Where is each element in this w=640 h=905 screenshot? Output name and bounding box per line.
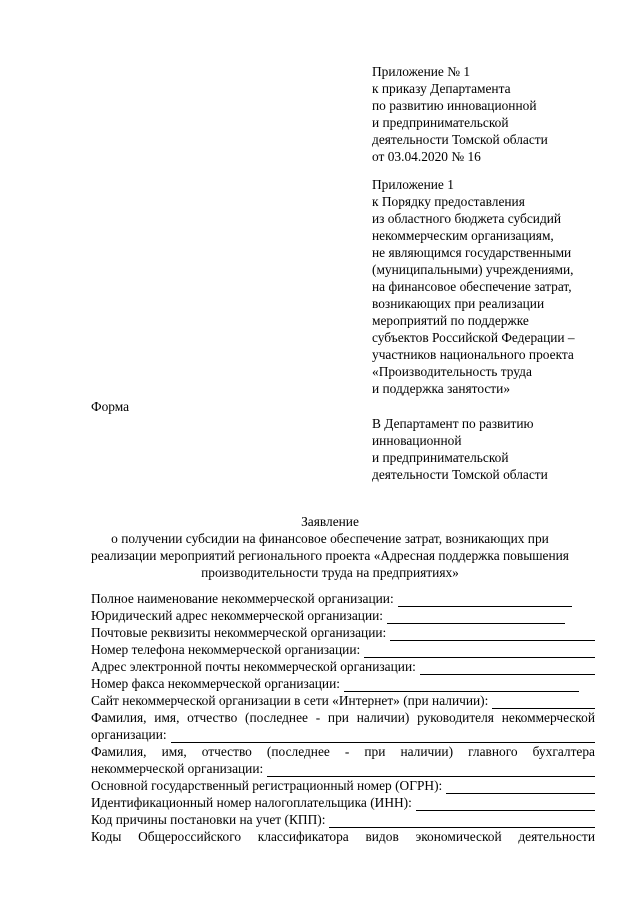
appendix-2-line: (муниципальными) учреждениями, bbox=[372, 262, 574, 277]
appendix-1-line: к приказу Департамента bbox=[372, 81, 511, 96]
fill-line[interactable] bbox=[267, 763, 595, 777]
field-legal-address bbox=[91, 607, 595, 624]
title-line: о получении субсидии на финансовое обеспечение затрат, возникающих при bbox=[111, 531, 549, 546]
fill-line[interactable] bbox=[171, 729, 595, 743]
appendix-2-line: на финансовое обеспечение затрат, bbox=[372, 279, 572, 294]
appendix-2-line: и поддержка занятости» bbox=[372, 381, 511, 396]
title-line: производительности труда на предприятиях» bbox=[201, 565, 459, 580]
appendix-2-line: субъектов Российской Федерации – bbox=[372, 330, 575, 345]
field-website bbox=[91, 692, 595, 709]
field-label: Номер телефона некоммерческой организации: bbox=[91, 642, 361, 657]
addressee-line: и предпринимательской bbox=[372, 450, 509, 465]
appendix-1-line: и предпринимательской bbox=[372, 115, 509, 130]
appendix-2-line: к Порядку предоставления bbox=[372, 194, 525, 209]
field-label: Фамилия, имя, отчество (последнее - при наличии) руководителя некоммерческой bbox=[91, 710, 595, 725]
fill-line[interactable] bbox=[387, 610, 565, 624]
field-label: Юридический адрес некоммерческой организации: bbox=[91, 608, 383, 623]
field-label: некоммерческой организации: bbox=[91, 761, 264, 776]
addressee-line: деятельности Томской области bbox=[372, 467, 548, 482]
field-label: Адрес электронной почты некоммерческой организации: bbox=[91, 659, 416, 674]
field-label: организации: bbox=[91, 727, 167, 742]
field-director-name bbox=[91, 709, 595, 726]
field-ogrn bbox=[91, 777, 595, 794]
fill-line[interactable] bbox=[398, 593, 572, 607]
appendix-1-line: деятельности Томской области bbox=[372, 132, 548, 147]
field-accountant-name-cont bbox=[91, 760, 595, 777]
title-line: реализации мероприятий регионального проекта «Адресная поддержка повышения bbox=[91, 548, 569, 563]
field-email bbox=[91, 658, 595, 675]
field-kpp bbox=[91, 811, 595, 828]
fill-line[interactable] bbox=[364, 644, 595, 658]
fill-line[interactable] bbox=[420, 661, 595, 675]
appendix-2-line: Приложение 1 bbox=[372, 177, 454, 192]
field-label: Код причины постановки на учет (КПП): bbox=[91, 812, 326, 827]
field-fax bbox=[91, 675, 595, 692]
field-label: Фамилия, имя, отчество (последнее - при наличии) главного бухгалтера bbox=[91, 744, 595, 759]
field-label: Почтовые реквизиты некоммерческой организации: bbox=[91, 625, 387, 640]
appendix-2-line: из областного бюджета субсидий bbox=[372, 211, 562, 226]
appendix-2-line: некоммерческим организациям, bbox=[372, 228, 554, 243]
appendix-2-line: возникающих при реализации bbox=[372, 296, 545, 311]
field-label: Полное наименование некоммерческой организации: bbox=[91, 591, 394, 606]
appendix-1-line: от 03.04.2020 № 16 bbox=[372, 149, 481, 164]
field-label: Сайт некоммерческой организации в сети «Интернет» (при наличии): bbox=[91, 693, 489, 708]
field-director-name-cont bbox=[91, 726, 595, 743]
field-label: Идентификационный номер налогоплательщика (ИНН): bbox=[91, 795, 412, 810]
appendix-2-line: мероприятий по поддержке bbox=[372, 313, 529, 328]
fill-line[interactable] bbox=[446, 780, 595, 794]
fill-line[interactable] bbox=[344, 678, 579, 692]
field-label: Номер факса некоммерческой организации: bbox=[91, 676, 340, 691]
field-full-name bbox=[91, 590, 595, 607]
fill-line[interactable] bbox=[329, 814, 595, 828]
appendix-2-line: участников национального проекта bbox=[372, 347, 574, 362]
fill-line[interactable] bbox=[416, 797, 595, 811]
appendix-1-line: Приложение № 1 bbox=[372, 64, 471, 79]
field-phone bbox=[91, 641, 595, 658]
field-okved bbox=[91, 828, 595, 845]
title-heading: Заявление bbox=[301, 514, 359, 529]
fill-line[interactable] bbox=[390, 627, 595, 641]
field-inn bbox=[91, 794, 595, 811]
appendix-2-line: не являющимся государственными bbox=[372, 245, 572, 260]
appendix-1-line: по развитию инновационной bbox=[372, 98, 537, 113]
field-accountant-name bbox=[91, 743, 595, 760]
field-label: Коды Общероссийского классификатора видов экономической деятельности bbox=[91, 829, 595, 844]
fill-line[interactable] bbox=[492, 695, 595, 709]
field-postal-details bbox=[91, 624, 595, 641]
appendix-2-line: «Производительность труда bbox=[372, 364, 532, 379]
addressee-line: инновационной bbox=[372, 433, 462, 448]
field-label: Основной государственный регистрационный номер (ОГРН): bbox=[91, 778, 443, 793]
addressee-line: В Департамент по развитию bbox=[372, 416, 534, 431]
form-label: Форма bbox=[91, 399, 130, 414]
